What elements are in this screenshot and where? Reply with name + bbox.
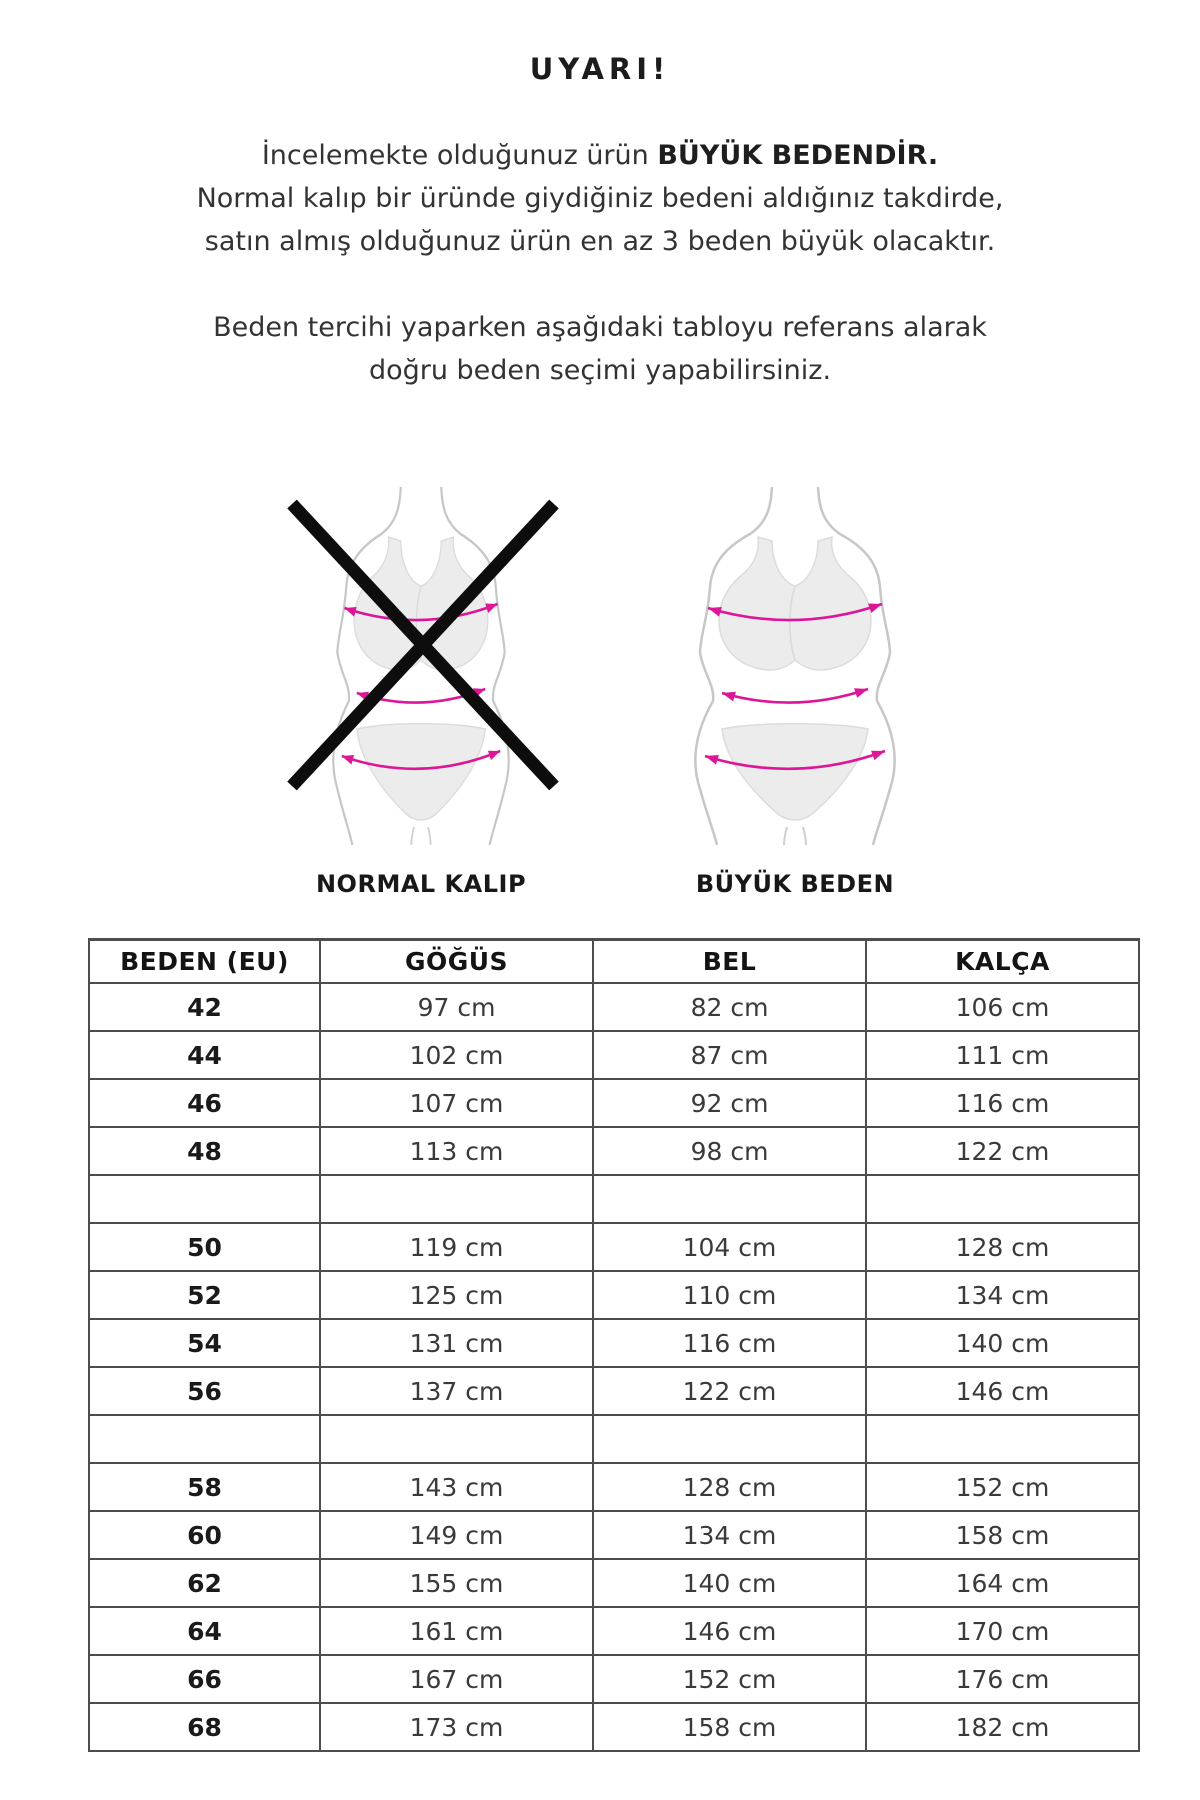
measure-cell: 131 cm: [320, 1319, 593, 1367]
size-cell: 52: [89, 1271, 320, 1319]
size-cell: 64: [89, 1607, 320, 1655]
measure-cell: 98 cm: [593, 1127, 866, 1175]
size-table: [88, 938, 1140, 1752]
measure-cell: 170 cm: [866, 1607, 1139, 1655]
size-cell: 42: [89, 983, 320, 1031]
size-cell: 50: [89, 1223, 320, 1271]
measure-cell: 155 cm: [320, 1559, 593, 1607]
measure-cell: 137 cm: [320, 1367, 593, 1415]
size-cell: 68: [89, 1703, 320, 1751]
size-cell: 48: [89, 1127, 320, 1175]
measure-cell: 125 cm: [320, 1271, 593, 1319]
table-row: [89, 1223, 1139, 1271]
measure-cell: 173 cm: [320, 1703, 593, 1751]
intro-line3: satın almış olduğunuz ürün en az 3 beden büyük olacaktır.: [204, 226, 996, 257]
size-cell: 58: [89, 1463, 320, 1511]
size-cell: 46: [89, 1079, 320, 1127]
table-row: [89, 1607, 1139, 1655]
measure-cell: [866, 1415, 1139, 1463]
measure-cell: 97 cm: [320, 983, 593, 1031]
measure-cell: 152 cm: [593, 1655, 866, 1703]
figure-label-plus: BÜYÜK BEDEN: [695, 870, 895, 898]
measure-cell: 182 cm: [866, 1703, 1139, 1751]
note-paragraph: [0, 306, 1200, 392]
body-silhouette-plus-icon: [660, 487, 930, 845]
measure-cell: 92 cm: [593, 1079, 866, 1127]
measure-cell: [320, 1415, 593, 1463]
figure-label-normal: NORMAL KALIP: [315, 870, 527, 898]
header-hip: KALÇA: [866, 940, 1139, 984]
measure-cell: 149 cm: [320, 1511, 593, 1559]
table-row: [89, 1319, 1139, 1367]
measure-cell: 82 cm: [593, 983, 866, 1031]
header-bust: GÖĞÜS: [320, 940, 593, 984]
measure-cell: 106 cm: [866, 983, 1139, 1031]
measure-cell: [320, 1175, 593, 1223]
intro-paragraph: [0, 134, 1200, 263]
size-cell: 66: [89, 1655, 320, 1703]
measure-cell: 122 cm: [593, 1367, 866, 1415]
table-row: [89, 1511, 1139, 1559]
measure-cell: 102 cm: [320, 1031, 593, 1079]
header-size: BEDEN (EU): [89, 940, 320, 984]
measure-cell: 140 cm: [593, 1559, 866, 1607]
measure-cell: 116 cm: [866, 1079, 1139, 1127]
intro-line1: [0, 134, 1200, 177]
measure-cell: 152 cm: [866, 1463, 1139, 1511]
measure-cell: 87 cm: [593, 1031, 866, 1079]
measure-cell: 128 cm: [593, 1463, 866, 1511]
measure-cell: 119 cm: [320, 1223, 593, 1271]
table-row: [89, 1127, 1139, 1175]
x-mark-icon: [283, 495, 563, 795]
size-cell: 44: [89, 1031, 320, 1079]
measure-cell: [593, 1415, 866, 1463]
size-cell: 62: [89, 1559, 320, 1607]
measure-cell: 167 cm: [320, 1655, 593, 1703]
measure-cell: 161 cm: [320, 1607, 593, 1655]
size-cell: [89, 1175, 320, 1223]
header-waist: BEL: [593, 940, 866, 984]
measure-cell: 143 cm: [320, 1463, 593, 1511]
table-row: [89, 1415, 1139, 1463]
table-row: [89, 1655, 1139, 1703]
note-line2: doğru beden seçimi yapabilirsiniz.: [368, 355, 832, 386]
measure-cell: 146 cm: [593, 1607, 866, 1655]
intro-line1-text: İncelemekte olduğunuz ürün: [261, 140, 658, 171]
measure-cell: 116 cm: [593, 1319, 866, 1367]
measure-cell: 134 cm: [593, 1511, 866, 1559]
table-header-row: [89, 940, 1139, 984]
table-row: [89, 1031, 1139, 1079]
intro-line1-bold: BÜYÜK BEDENDİR.: [657, 140, 939, 171]
table-row: [89, 1463, 1139, 1511]
table-row: [89, 983, 1139, 1031]
size-table-body: [89, 983, 1139, 1751]
measure-cell: 146 cm: [866, 1367, 1139, 1415]
measure-cell: 107 cm: [320, 1079, 593, 1127]
table-row: [89, 1703, 1139, 1751]
table-row: [89, 1271, 1139, 1319]
measure-cell: 128 cm: [866, 1223, 1139, 1271]
measure-cell: 134 cm: [866, 1271, 1139, 1319]
measure-cell: [593, 1175, 866, 1223]
measure-cell: 140 cm: [866, 1319, 1139, 1367]
measure-cell: 111 cm: [866, 1031, 1139, 1079]
size-cell: 60: [89, 1511, 320, 1559]
intro-line2: Normal kalıp bir üründe giydiğiniz bedeni aldığınız takdirde,: [196, 183, 1004, 214]
size-cell: 54: [89, 1319, 320, 1367]
table-row: [89, 1559, 1139, 1607]
size-cell: 56: [89, 1367, 320, 1415]
table-row: [89, 1367, 1139, 1415]
measure-cell: 122 cm: [866, 1127, 1139, 1175]
page-title: UYARI!: [529, 52, 671, 86]
measure-cell: 113 cm: [320, 1127, 593, 1175]
measure-cell: 104 cm: [593, 1223, 866, 1271]
measure-cell: 158 cm: [866, 1511, 1139, 1559]
size-cell: [89, 1415, 320, 1463]
measure-cell: [866, 1175, 1139, 1223]
measure-cell: 110 cm: [593, 1271, 866, 1319]
table-row: [89, 1175, 1139, 1223]
measure-cell: 176 cm: [866, 1655, 1139, 1703]
note-line1: Beden tercihi yaparken aşağıdaki tabloyu referans alarak: [213, 312, 987, 343]
measure-cell: 164 cm: [866, 1559, 1139, 1607]
table-row: [89, 1079, 1139, 1127]
measure-cell: 158 cm: [593, 1703, 866, 1751]
